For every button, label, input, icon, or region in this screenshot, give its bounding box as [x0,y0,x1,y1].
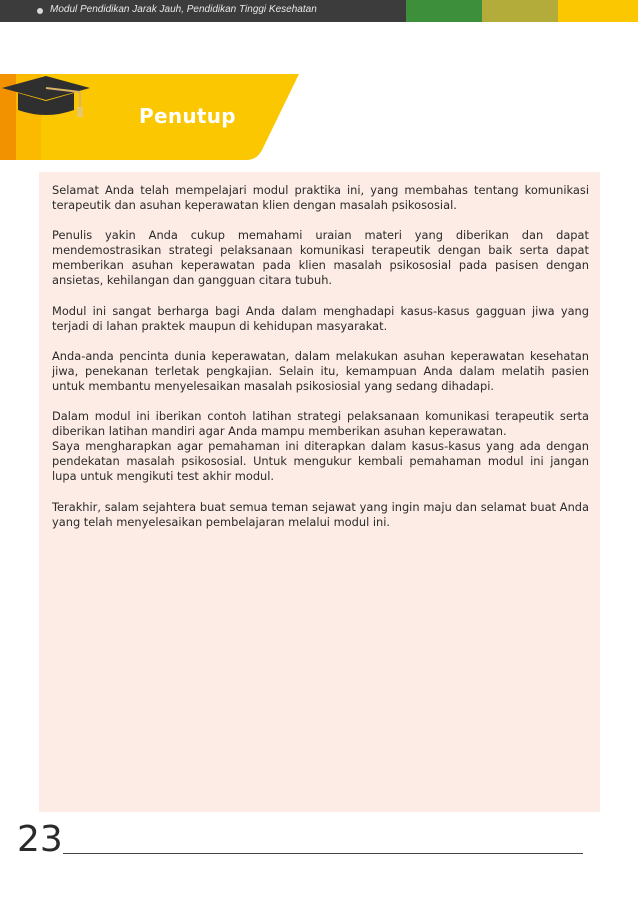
header-green-segment [406,0,482,22]
section-title: Penutup [139,104,236,128]
paragraph: Dalam modul ini iberikan contoh latihan strategi pelaksanaan komunikasi terapeutik serta diberikan latihan mandiri agar Anda mampu memberikan asuhan keperawatan. [52,409,589,439]
bullet-dot-icon [37,8,43,14]
section-banner [0,74,300,160]
page-number: 23 [17,819,63,860]
header-yellow-segment [558,0,638,22]
paragraph: Penulis yakin Anda cukup memahami uraian materi yang diberikan dan dapat mendemostrasikan strategi pelaksanaan komunikasi terapeutik dengan baik serta dapat memberikan asuhan keperawatan pada klien masalah psikososial pada pasisen dengan ansietas, kehilangan dan gangguan citara tubuh. [52,228,589,288]
content-text [52,183,589,545]
content-box [39,172,600,812]
header-dark-segment [0,0,406,22]
header-bar [0,0,638,22]
header-olive-segment [482,0,558,22]
graduation-cap-icon [0,74,92,120]
footer-rule [63,853,583,854]
paragraph: Saya mengharapkan agar pemahaman ini diterapkan dalam kasus-kasus yang ada dengan pendekatan masalah psikososial. Untuk mengukur kembali pemahaman modul ini jangan lupa untuk mengikuti test akhir modul. [52,439,589,484]
paragraph: Selamat Anda telah mempelajari modul praktika ini, yang membahas tentang komunikasi terapeutik dan asuhan keperawatan klien dengan masalah psikososial. [52,183,589,213]
paragraph: Anda-anda pencinta dunia keperawatan, dalam melakukan asuhan keperawatan kesehatan jiwa, penekanan terletak pengkajian. Selain itu, kemampuan Anda dalam melatih pasien untuk membantu menyelesaikan masalah psikosiosial yang sedang dihadapi. [52,348,589,393]
module-title: Modul Pendidikan Jarak Jauh, Pendidikan Tinggi Kesehatan [50,4,317,15]
paragraph: Terakhir, salam sejahtera buat semua teman sejawat yang ingin maju dan selamat buat Anda yang telah menyelesaikan pembelajaran melalui modul ini. [52,499,589,529]
paragraph: Modul ini sangat berharga bagi Anda dalam menghadapi kasus-kasus gagguan jiwa yang terjadi di lahan praktek maupun di kehidupan masyarakat. [52,303,589,333]
